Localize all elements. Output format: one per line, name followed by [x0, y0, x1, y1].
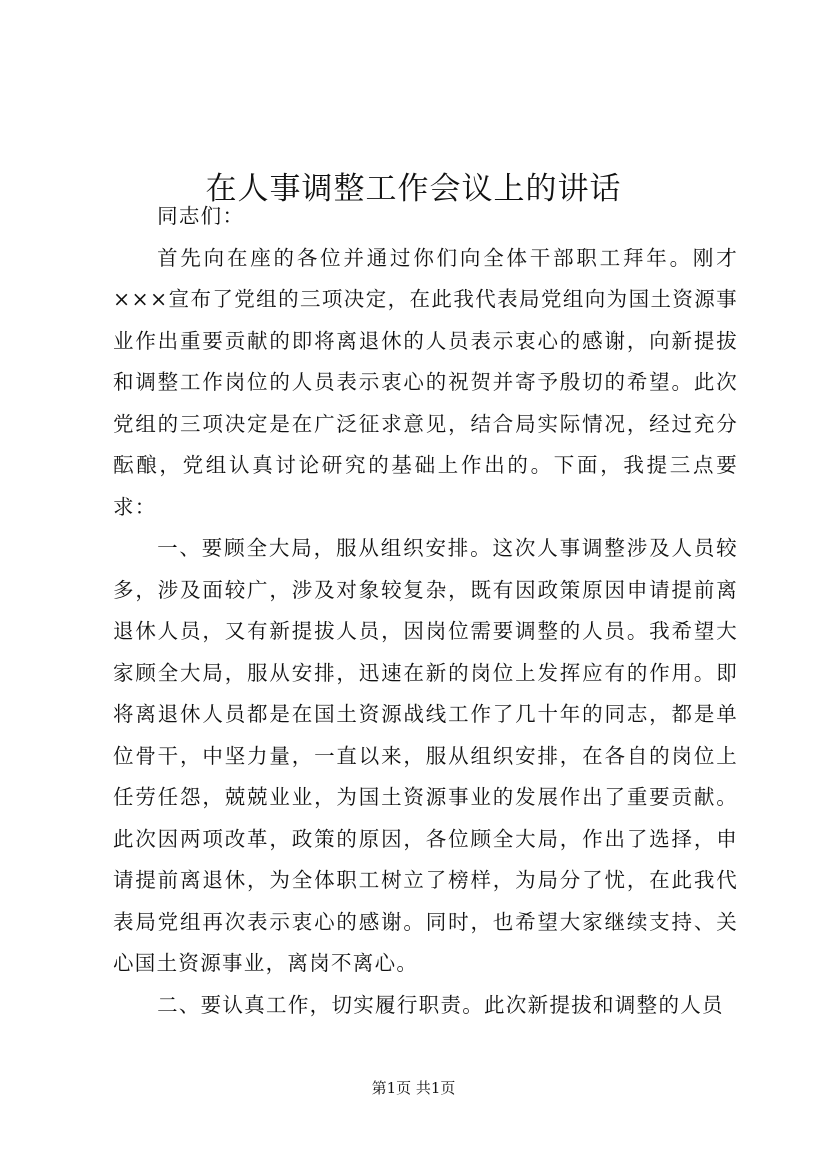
document-body — [113, 196, 738, 1026]
document-title: 在人事调整工作会议上的讲话 — [205, 170, 622, 207]
paragraph-intro: 首先向在座的各位并通过你们向全体干部职工拜年。刚才×××宣布了党组的三项决定，在此我代表局党组向为国土资源事业作出重要贡献的即将离退休的人员表示衷心的感谢，向新提拔和调整工作岗位的人员表示衷心的祝贺并寄予殷切的希望。此次党组的三项决定是在广泛征求意见，结合局实际情况，经过充分酝酿，党组认真讨论研究的基础上作出的。下面，我提三点要求： — [113, 245, 738, 519]
page-number-footer: 第1页 共1页 — [371, 1079, 456, 1097]
paragraph-point-2: 二、要认真工作，切实履行职责。此次新提拔和调整的人员 — [157, 992, 724, 1017]
salutation: 同志们： — [157, 204, 245, 228]
paragraph-point-1: 一、要顾全大局，服从组织安排。这次人事调整涉及人员较多，涉及面较广，涉及对象较复杂，既有因政策原因申请提前离退休人员，又有新提拔人员，因岗位需要调整的人员。我希望大家顾全大局，服从安排，迅速在新的岗位上发挥应有的作用。即将离退休人员都是在国土资源战线工作了几十年的同志，都是单位骨干，中坚力量，一直以来，服从组织安排，在各自的岗位上任劳任怨，兢兢业业，为国土资源事业的发展作出了重要贡献。此次因两项改革，政策的原因，各位顾全大局，作出了选择，申请提前离退休，为全体职工树立了榜样，为局分了忧，在此我代表局党组再次表示衷心的感谢。同时，也希望大家继续支持、关心国土资源事业，离岗不离心。 — [113, 536, 738, 975]
